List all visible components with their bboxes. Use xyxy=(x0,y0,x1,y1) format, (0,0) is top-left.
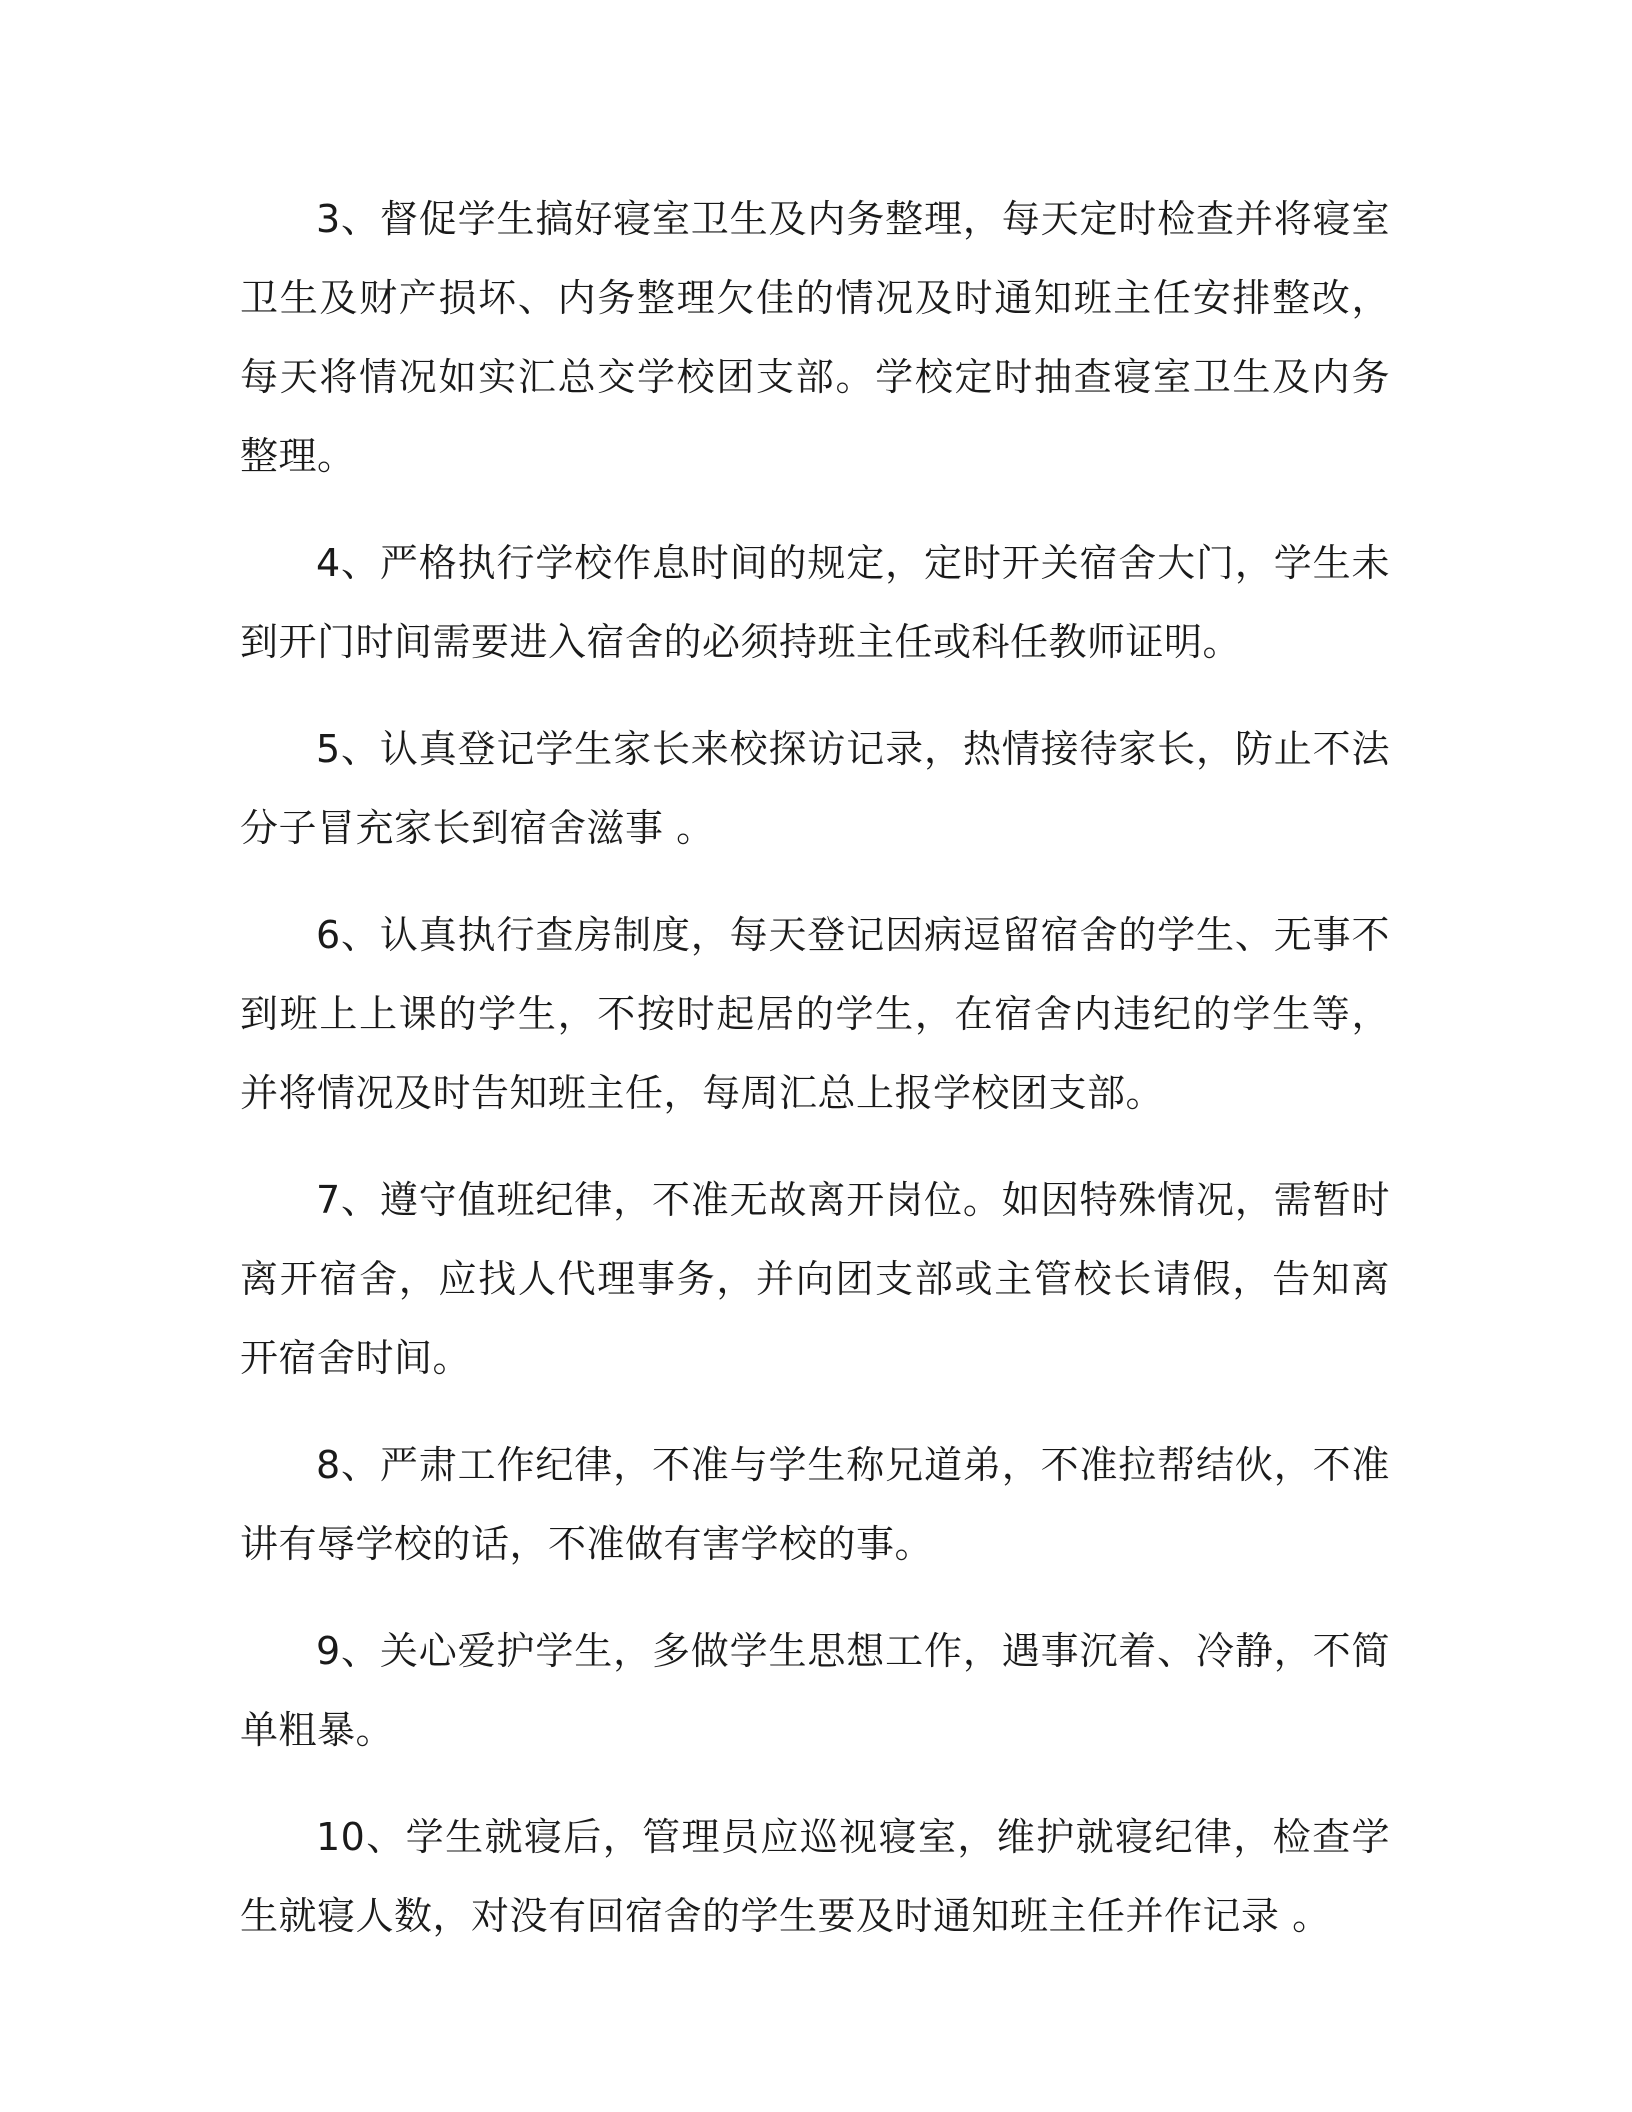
paragraph-item-3: 3、督促学生搞好寝室卫生及内务整理，每天定时检查并将寝室卫生及财产损坏、内务整理欠佳的情况及时通知班主任安排整改，每天将情况如实汇总交学校团支部。学校定时抽查寝室卫生及内务整理。 xyxy=(240,197,1390,478)
paragraph-item-6: 6、认真执行查房制度，每天登记因病逗留宿舍的学生、无事不到班上上课的学生，不按时起居的学生，在宿舍内违纪的学生等，并将情况及时告知班主任，每周汇总上报学校团支部。 xyxy=(240,913,1390,1115)
paragraph-item-4: 4、严格执行学校作息时间的规定，定时开关宿舍大门，学生未到开门时间需要进入宿舍的必须持班主任或科任教师证明。 xyxy=(240,541,1390,664)
paragraph-item-8: 8、严肃工作纪律，不准与学生称兄道弟，不准拉帮结伙，不准讲有辱学校的话，不准做有害学校的事。 xyxy=(240,1443,1390,1566)
paragraph-item-9: 9、关心爱护学生，多做学生思想工作，遇事沉着、冷静，不简单粗暴。 xyxy=(240,1629,1390,1752)
paragraph-item-10: 10、学生就寝后，管理员应巡视寝室，维护就寝纪律，检查学生就寝人数，对没有回宿舍的学生要及时通知班主任并作记录 。 xyxy=(240,1815,1390,1938)
document-body xyxy=(240,180,1390,1984)
paragraph-item-5: 5、认真登记学生家长来校探访记录，热情接待家长，防止不法分子冒充家长到宿舍滋事 。 xyxy=(240,727,1390,850)
paragraph-item-7: 7、遵守值班纪律，不准无故离开岗位。如因特殊情况，需暂时离开宿舍，应找人代理事务，并向团支部或主管校长请假，告知离开宿舍时间。 xyxy=(240,1178,1390,1380)
